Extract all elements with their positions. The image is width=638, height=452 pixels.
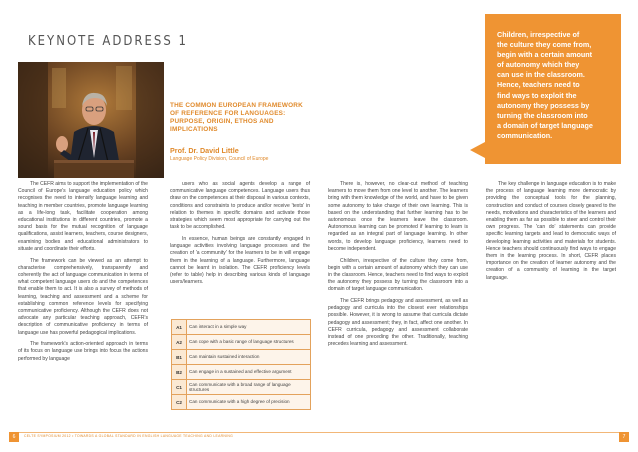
paragraph: There is, however, no clear-cut method of teaching learners to move them from one level to another. The learners bring with them knowledge of the world, and have to be given some autonomy to take charge of their own learning. This is based on the understanding that further learning has to be autonomous once the learners leave the classroom. Autonomous learning can be promoted if learning to learn is regarded as an integral part of language learning. In other words, to develop language proficiency, learners need to become independent. bbox=[328, 181, 468, 252]
running-footer: CELTE SYMPOSIUM 2012 • TOWARDS A GLOBAL STANDARD IN ENGLISH LANGUAGE TEACHING AND LEARNING bbox=[24, 434, 234, 438]
level-cell: B2 bbox=[172, 365, 187, 380]
speaker-photo bbox=[18, 62, 164, 178]
descriptor-cell: Can cope with a basic range of language structures bbox=[187, 335, 311, 350]
quote-pointer bbox=[470, 142, 485, 158]
table-row bbox=[172, 350, 311, 365]
table-row bbox=[172, 380, 311, 395]
table-row bbox=[172, 395, 311, 410]
level-cell: C2 bbox=[172, 395, 187, 410]
text-column-2 bbox=[170, 181, 310, 291]
paragraph: The CEFR brings pedagogy and assessment, as well as pedagogy and curricula into the closest ever relationships possible. However, it is wrong to assume that curricula dictate pedagogy and assessment; they, in fact, affect one another. In CEFR curricula, pedagogy and assessment collaborate instead of one preceding the other. Traditionally, teaching precedes learning and assessment. bbox=[328, 298, 468, 348]
cefr-levels-table bbox=[171, 319, 311, 410]
pull-quote-box bbox=[485, 14, 621, 164]
paragraph: The framework's action-oriented approach in terms of its focus on language use brings into focus the actions performed by language bbox=[18, 341, 148, 362]
table-row bbox=[172, 335, 311, 350]
page-number-right: 7 bbox=[619, 432, 629, 442]
level-cell: A1 bbox=[172, 320, 187, 335]
footer-divider bbox=[18, 432, 620, 433]
level-cell: B1 bbox=[172, 350, 187, 365]
descriptor-cell: Can engage in a sustained and effective argument bbox=[187, 365, 311, 380]
paragraph: Children, irrespective of the culture they come from, begin with a certain amount of autonomy which they can use in the classroom. Hence, teachers need to find ways to exploit the autonomy they possess by turning the classroom into a domain of target language communication. bbox=[328, 257, 468, 293]
paragraph: The key challenge in language education is to make the process of language learning more democratic by providing the conceptual tools for the planning, construction and conduct of courses closely geared to the needs, motivations and characteristics of the learners and enabling them as far as possible to steer and control their own progress. The 'can do' statements can provide specific learning targets and lead to democratic ways of developing learning activities and materials for students. Hence teachers should continuously find ways to engage them in the learning process. In short, CEFR places importance on the creation of learner autonomy and the creation of a community of learning in the target language. bbox=[486, 181, 616, 281]
text-column-4 bbox=[486, 181, 616, 286]
level-cell: A2 bbox=[172, 335, 187, 350]
text-column-1 bbox=[18, 181, 148, 367]
paragraph: In essence, human beings are constantly engaged in language activities involving language processes and the creation of 'a community' for the learners to be in will engage them in the learning of a language. Furthermore, language cannot be learnt in isolation. The CEFR proficiency levels (refer to table) help in describing various kinds of language users/learners. bbox=[170, 235, 310, 286]
descriptor-cell: Can maintain sustained interaction bbox=[187, 350, 311, 365]
section-title: KEYNOTE ADDRESS 1 bbox=[28, 34, 188, 49]
speaker-photo-image bbox=[18, 62, 164, 178]
pull-quote-text: Children, irrespective of the culture they come from, begin with a certain amount of autonomy which they can use in the classroom. Hence, teachers need to find ways to exploit the autonomy they possess by turning the classroom into a domain of target language communication. bbox=[497, 30, 593, 140]
descriptor-cell: Can communicate with a broad range of language structures bbox=[187, 380, 311, 395]
speaker-role: Language Policy Division, Council of Europe bbox=[170, 156, 269, 162]
descriptor-cell: Can communicate with a high degree of precision bbox=[187, 395, 311, 410]
speaker-name: Prof. Dr. David Little bbox=[170, 146, 239, 155]
paragraph: users who as social agents develop a range of communicative language competences. Language users thus draw on the competences at their disposal in various contexts, conditions and constraints to produce and/or receive 'texts' in relation to themes in specific domains and activate those strategies which seem most appropriate for carrying out the task to be accomplished. bbox=[170, 181, 310, 231]
table-row bbox=[172, 365, 311, 380]
table-row bbox=[172, 320, 311, 335]
page-number-left: 6 bbox=[9, 432, 19, 442]
paragraph: The CEFR aims to support the implementation of the Council of Europe's language education policy which recognises the need to intensify language learning and teaching in member countries, promote language learning as a life-long task, facilitate cooperation among educational institutions in different countries, promote a sound basis for the mutual recognition of language qualifications, assist learners, teachers, course designers, examining bodies and educational administrators to situate and coordinate their efforts. bbox=[18, 181, 148, 252]
descriptor-cell: Can interact in a simple way bbox=[187, 320, 311, 335]
level-cell: C1 bbox=[172, 380, 187, 395]
talk-title: THE COMMON EUROPEAN FRAMEWORK OF REFERENCE FOR LANGUAGES: PURPOSE, ORIGIN, ETHOS AND IMPLICATIONS bbox=[170, 102, 303, 133]
paragraph: The framework can be viewed as an attempt to characterise comprehensively, transparently and coherently the act of language communication in terms of what competent language users do and the competences that enable them to act. It is also a survey of methods of learning, teaching and assessment and a scheme for establishing common reference levels for specifying communicative proficiency. Although the CEFR does not advocate any particular teaching approach, CEFR's description of communicative proficiency in terms of language use has powerful pedagogical implications. bbox=[18, 257, 148, 336]
text-column-3 bbox=[328, 181, 468, 353]
